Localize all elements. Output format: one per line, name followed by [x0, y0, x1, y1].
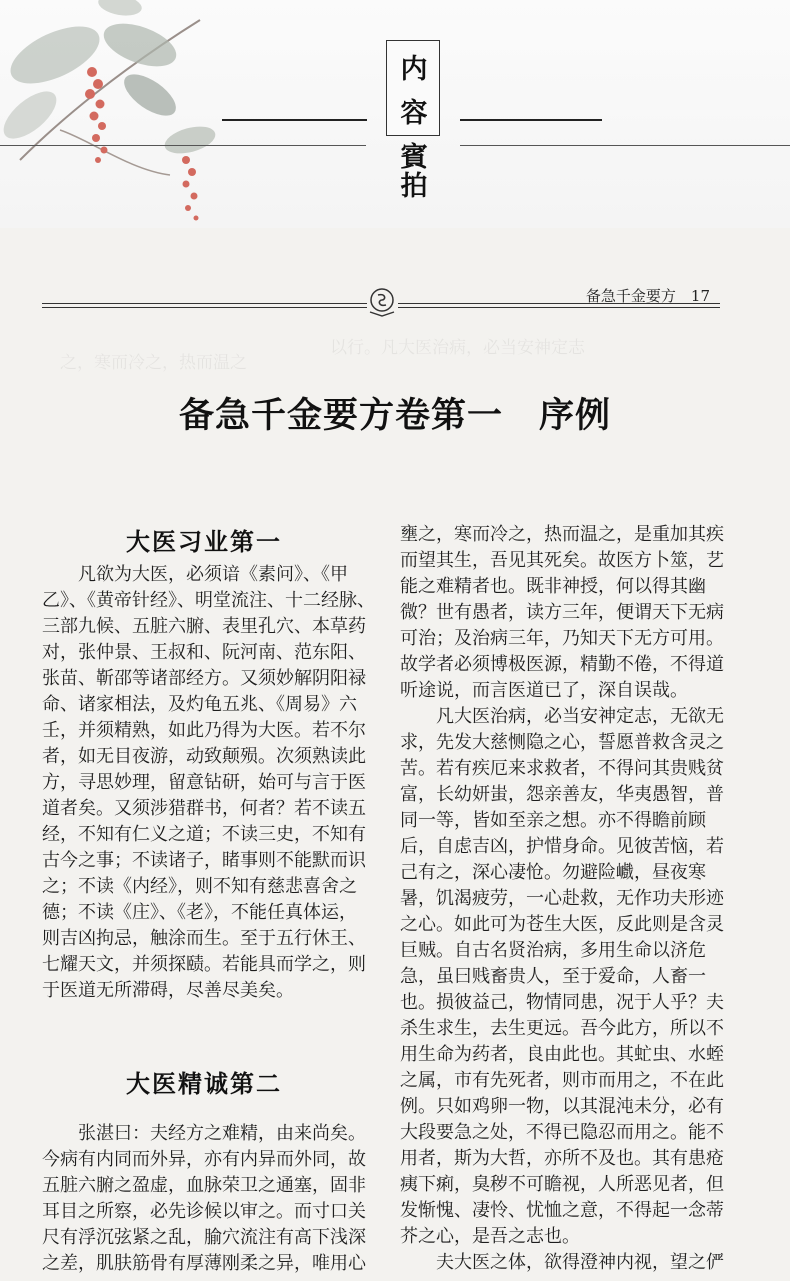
text-line: 则吉凶拘忌，触涂而生。至于五行休王、: [42, 928, 366, 949]
section-title-2: 大医精诚第二: [126, 1070, 282, 1098]
text-line: 道者矣。又须涉猎群书，何者？若不读五: [42, 798, 366, 819]
text-line: 微？世有愚者，读方三年，便谓天下无病: [400, 602, 724, 623]
bleed-through-text: 以行。凡大医治病，必当安神定志: [330, 338, 585, 358]
text-line: 对，张仲景、王叔和、阮河南、范东阳、: [42, 642, 366, 663]
text-line: 张湛曰：夫经方之难精，由来尚矣。: [42, 1123, 366, 1144]
text-line: 杀生求生，去生更远。吾今此方，所以不: [400, 1018, 724, 1039]
section-title-1: 大医习业第一: [126, 528, 282, 556]
text-line: 用者，斯为大哲，亦所不及也。其有患疮: [400, 1148, 724, 1169]
bleed-through-text: 之，寒而冷之，热而温之: [60, 353, 247, 373]
text-line: 后，自虑吉凶，护惜身命。见彼苦恼，若: [400, 836, 724, 857]
text-line: 壅之，寒而冷之，热而温之，是重加其疾: [400, 524, 724, 545]
text-line: 凡大医治病，必当安神定志，无欲无: [400, 706, 724, 727]
text-line: 之属，市有先死者，则市而用之，不在此: [400, 1070, 724, 1091]
text-line: 而望其生，吾见其死矣。故医方卜筮，艺: [400, 550, 724, 571]
text-line: 也。损彼益己，物情同患，况于人乎？夫: [400, 992, 724, 1013]
text-line: 用生命为药者，良由此也。其虻虫、水蛭: [400, 1044, 724, 1065]
text-line: 听途说，而言医道已了，深自误哉。: [400, 680, 688, 701]
text-line: 耳目之所察，必先诊候以审之。而寸口关: [42, 1201, 366, 1222]
text-line: 者，如无目夜游，动致颠殒。次须熟读此: [42, 746, 366, 767]
text-line: 可治；及治病三年，乃知天下无方可用。: [400, 628, 724, 649]
text-line: 夫大医之体，欲得澄神内视，望之俨: [400, 1252, 724, 1273]
banner-bold-rule-left: [222, 119, 367, 121]
text-line: 痍下痢，臭秽不可瞻视，人所恶见者，但: [400, 1174, 724, 1195]
banner-title-char-2: 容: [400, 98, 428, 129]
text-line: 求，先发大慈恻隐之心，誓愿普救含灵之: [400, 732, 724, 753]
text-line: 今病有内同而外异，亦有内异而外同，故: [42, 1149, 366, 1170]
text-line: 发惭愧、凄怜、忧恤之意，不得起一念蒂: [400, 1200, 724, 1221]
text-line: 之心。如此可为苍生大医，反此则是含灵: [400, 914, 724, 935]
text-line: 能之难精者也。既非神授，何以得其幽: [400, 576, 706, 597]
chapter-title: 备急千金要方卷第一 序例: [178, 396, 611, 436]
text-line: 富，长幼妍蚩，怨亲善友，华夷愚智，普: [400, 784, 724, 805]
text-line: 急，虽曰贱畜贵人，至于爱命，人畜一: [400, 966, 706, 987]
text-line: 凡欲为大医，必须谙《素问》、《甲: [42, 564, 348, 585]
text-line: 故学者必须博极医源，精勤不倦，不得道: [400, 654, 724, 675]
banner-title-char-3: 賓: [400, 142, 428, 173]
text-line: 壬，并须精熟，如此乃得为大医。若不尔: [42, 720, 366, 741]
text-line: 方，寻思妙理，留意钻研，始可与言于医: [42, 772, 366, 793]
header-rule-left: [42, 303, 367, 308]
text-line: 暑，饥渴疲劳，一心赴救，无作功夫形迹: [400, 888, 724, 909]
text-line: 古今之事；不读诸子，睹事则不能默而识: [42, 850, 366, 871]
banner-title-char-4: 拍: [400, 171, 428, 202]
book-emblem-icon: [366, 286, 398, 318]
text-line: 同一等，皆如至亲之想。亦不得瞻前顾: [400, 810, 706, 831]
book-page: [0, 228, 790, 1281]
text-line: 巨贼。自古名贤治病，多用生命以济危: [400, 940, 706, 961]
plant-branch-illustration: [0, 0, 260, 228]
text-line: 经，不知有仁义之道；不读三史，不知有: [42, 824, 366, 845]
text-line: 尺有浮沉弦紧之乱，腧穴流注有高下浅深: [42, 1227, 366, 1248]
banner-title-char-1: 内: [400, 54, 428, 85]
text-line: 三部九候、五脏六腑、表里孔穴、本草药: [42, 616, 366, 637]
text-line: 七耀天文，并须探赜。若能具而学之，则: [42, 954, 366, 975]
text-line: 己有之，深心凄怆。勿避险巇，昼夜寒: [400, 862, 706, 883]
text-line: 苦。若有疾厄来求救者，不得问其贵贱贫: [400, 758, 724, 779]
text-line: 芥之心，是吾之志也。: [400, 1226, 580, 1247]
text-line: 张苗、靳邵等诸部经方。又须妙解阴阳禄: [42, 668, 366, 689]
text-line: 例。只如鸡卵一物，以其混沌未分，必有: [400, 1096, 724, 1117]
text-line: 乙》、《黄帝针经》、明堂流注、十二经脉、: [42, 590, 375, 611]
text-line: 五脏六腑之盈虚，血脉荣卫之通塞，固非: [42, 1175, 366, 1196]
text-line: 于医道无所滞碍，尽善尽美矣。: [42, 980, 294, 1001]
text-line: 命、诸家相法，及灼龟五兆、《周易》六: [42, 694, 357, 715]
running-header: 备急千金要方 17: [585, 287, 710, 305]
text-line: 德；不读《庄》、《老》，不能任真体运，: [42, 902, 357, 923]
banner-rule-left: [0, 145, 366, 146]
banner-bold-rule-right: [460, 119, 602, 121]
top-banner: [0, 0, 790, 228]
header-rule-right: [398, 303, 720, 308]
banner-rule-right: [460, 145, 790, 146]
text-line: 之差，肌肤筋骨有厚薄刚柔之异，唯用心: [42, 1253, 366, 1274]
text-line: 之；不读《内经》，则不知有慈悲喜舍之: [42, 876, 357, 897]
text-line: 大段要急之处，不得已隐忍而用之。能不: [400, 1122, 724, 1143]
